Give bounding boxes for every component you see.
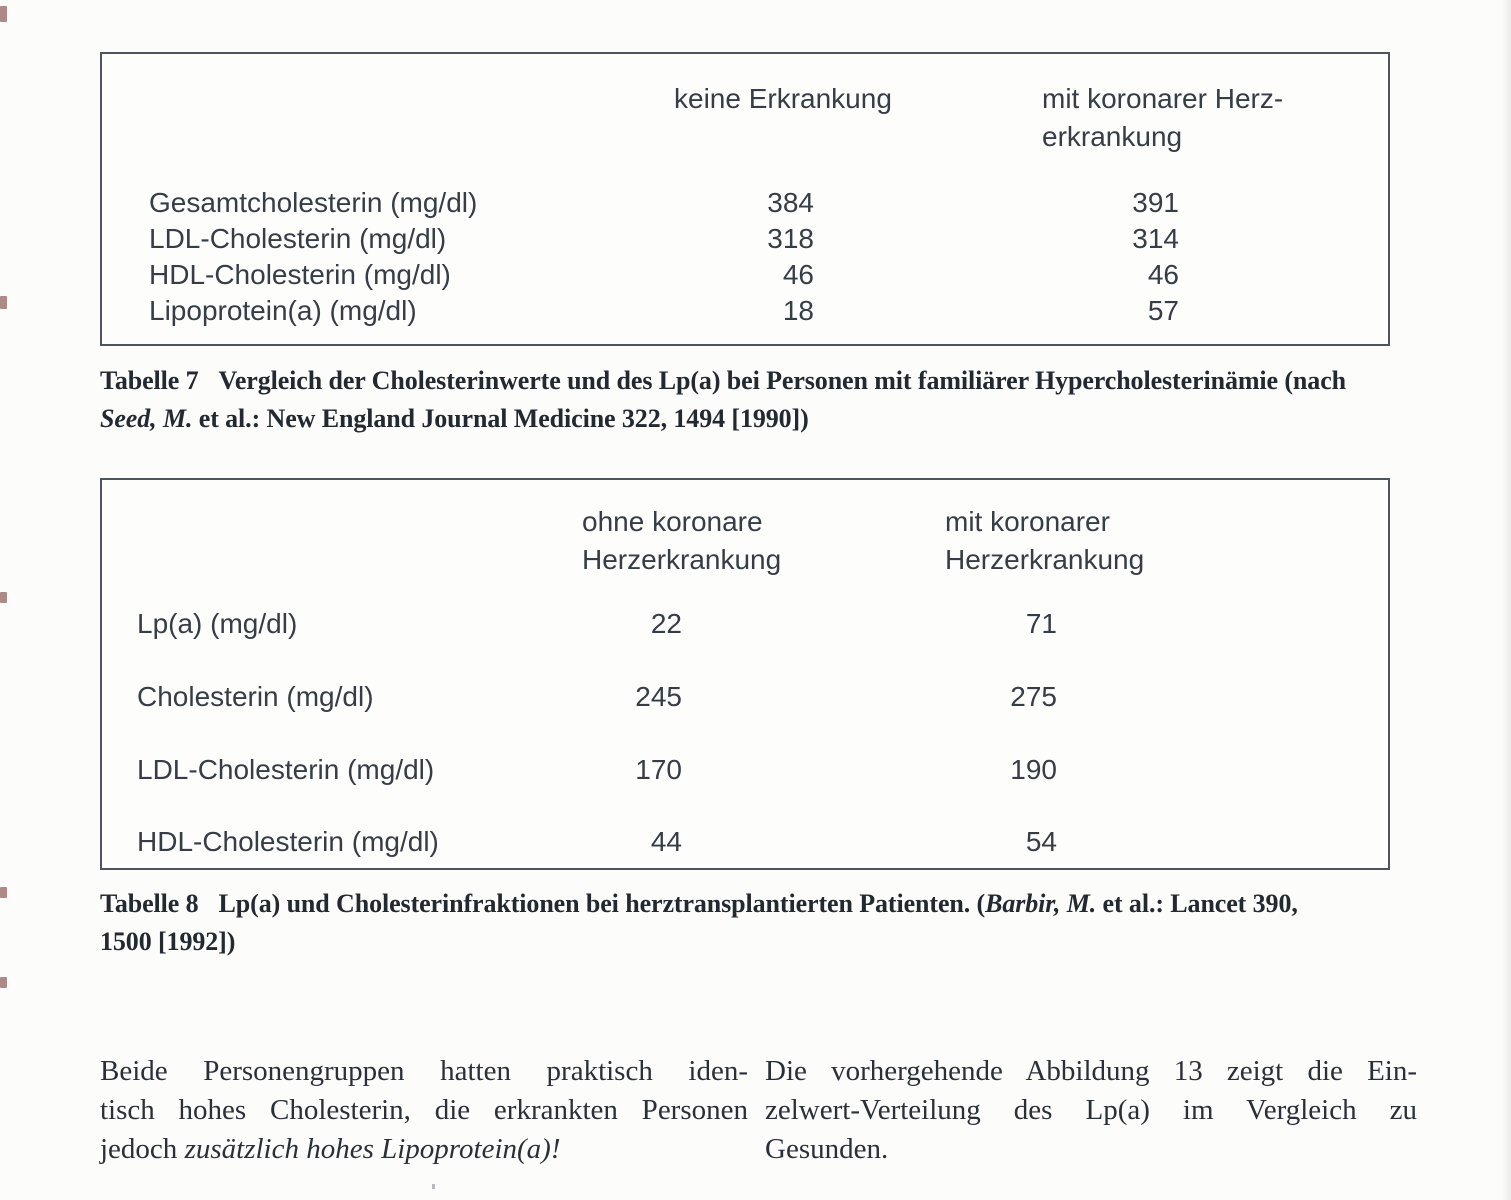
table8-cell: 190 bbox=[1010, 754, 1057, 785]
table7-cell: 46 bbox=[1147, 259, 1179, 290]
table8-col2-header-line1: mit koronarer bbox=[945, 506, 1110, 537]
table7-cell: 391 bbox=[1132, 187, 1179, 218]
table8-caption-label: Tabelle 8 bbox=[100, 889, 199, 918]
body-right-line2: zelwert-Verteilung des Lp(a) im Vergleich zu bbox=[765, 1094, 1417, 1126]
table8-caption-authors: Barbir, M. bbox=[985, 889, 1097, 918]
table8-cell: 245 bbox=[635, 681, 682, 712]
body-paragraph-right bbox=[765, 1052, 1417, 1169]
table8-cell: 44 bbox=[650, 826, 682, 857]
table7-caption-authors: Seed, M. bbox=[100, 404, 193, 433]
table8-caption-line1 bbox=[100, 885, 1410, 923]
body-left-line3 bbox=[100, 1130, 748, 1169]
table7-caption-source: et al.: New England Journal Medicine 322, 1494 [1990]) bbox=[192, 404, 809, 433]
table8-cell: 54 bbox=[1025, 826, 1057, 857]
scan-mark bbox=[0, 592, 7, 603]
table7-row-label: Lipoprotein(a) (mg/dl) bbox=[149, 295, 417, 326]
body-right-line1: Die vorhergehende Abbildung 13 zeigt die Ein- bbox=[765, 1055, 1417, 1087]
table7-cell: 384 bbox=[767, 187, 814, 218]
table7-caption bbox=[100, 362, 1410, 438]
table7-caption-text: Vergleich der Cholesterinwerte und des Lp(a) bei Personen mit familiärer Hypercholesterinämie (nach bbox=[218, 366, 1346, 395]
scan-mark bbox=[0, 887, 7, 898]
table8-cell: 170 bbox=[635, 754, 682, 785]
table8-col1-header-line1: ohne koronare bbox=[582, 506, 763, 537]
table8-row-label: Lp(a) (mg/dl) bbox=[137, 608, 298, 639]
table8-caption bbox=[100, 885, 1410, 961]
body-left-line2: tisch hohes Cholesterin, die erkrankten Personen bbox=[100, 1094, 748, 1126]
scan-speck bbox=[432, 1184, 435, 1189]
table8-cell: 71 bbox=[1025, 608, 1057, 639]
table8-col2-header-line2: Herzerkrankung bbox=[945, 544, 1145, 575]
table7-row-label: Gesamtcholesterin (mg/dl) bbox=[149, 187, 478, 218]
body-right-line3: Gesunden. bbox=[765, 1133, 889, 1165]
body-left-line3-normal: jedoch bbox=[100, 1133, 185, 1165]
table7-caption-line2 bbox=[100, 400, 1410, 438]
page-edge-shadow bbox=[1501, 0, 1511, 1200]
body-paragraph-left bbox=[100, 1052, 748, 1169]
table7-cell: 318 bbox=[767, 223, 814, 254]
table8-row-label: HDL-Cholesterin (mg/dl) bbox=[137, 826, 439, 857]
scan-mark bbox=[0, 6, 7, 22]
table7-box bbox=[100, 52, 1390, 346]
scan-mark bbox=[0, 296, 7, 309]
table7-row-label: HDL-Cholesterin (mg/dl) bbox=[149, 259, 451, 290]
table8-box bbox=[100, 478, 1390, 870]
table8-col1-header bbox=[582, 503, 781, 579]
table8-col1-header-line2: Herzerkrankung bbox=[582, 544, 782, 575]
table8-caption-text: Lp(a) und Cholesterinfraktionen bei herztransplantierten Patienten. ( bbox=[218, 889, 986, 918]
scan-mark bbox=[0, 977, 7, 988]
table7-cell: 46 bbox=[782, 259, 814, 290]
table7-caption-label: Tabelle 7 bbox=[100, 366, 199, 395]
table8-cell: 22 bbox=[650, 608, 682, 639]
table7-col2-header-line1: mit koronarer Herz- bbox=[1042, 83, 1284, 114]
table7-row-label: LDL-Cholesterin (mg/dl) bbox=[149, 223, 447, 254]
table7-cell: 57 bbox=[1147, 295, 1179, 326]
table7-cell: 18 bbox=[782, 295, 814, 326]
table7-col2-header-line2: erkrankung bbox=[1042, 121, 1183, 152]
table7-caption-line1 bbox=[100, 362, 1410, 400]
table8-caption-line2: 1500 [1992]) bbox=[100, 927, 236, 956]
body-left-line3-emphasis: zusätzlich hohes Lipoprotein(a)! bbox=[184, 1133, 561, 1165]
table8-col2-header bbox=[945, 503, 1144, 579]
table8-row-label: LDL-Cholesterin (mg/dl) bbox=[137, 754, 435, 785]
table8-caption-source: et al.: Lancet 390, bbox=[1096, 889, 1298, 918]
table7-cell: 314 bbox=[1132, 223, 1179, 254]
table8-row-label: Cholesterin (mg/dl) bbox=[137, 681, 374, 712]
table7-col1-header: keine Erkrankung bbox=[674, 83, 892, 114]
table8-cell: 275 bbox=[1010, 681, 1057, 712]
body-left-line1: Beide Personengruppen hatten praktisch iden- bbox=[100, 1055, 748, 1087]
table7-col2-header bbox=[1042, 80, 1283, 156]
